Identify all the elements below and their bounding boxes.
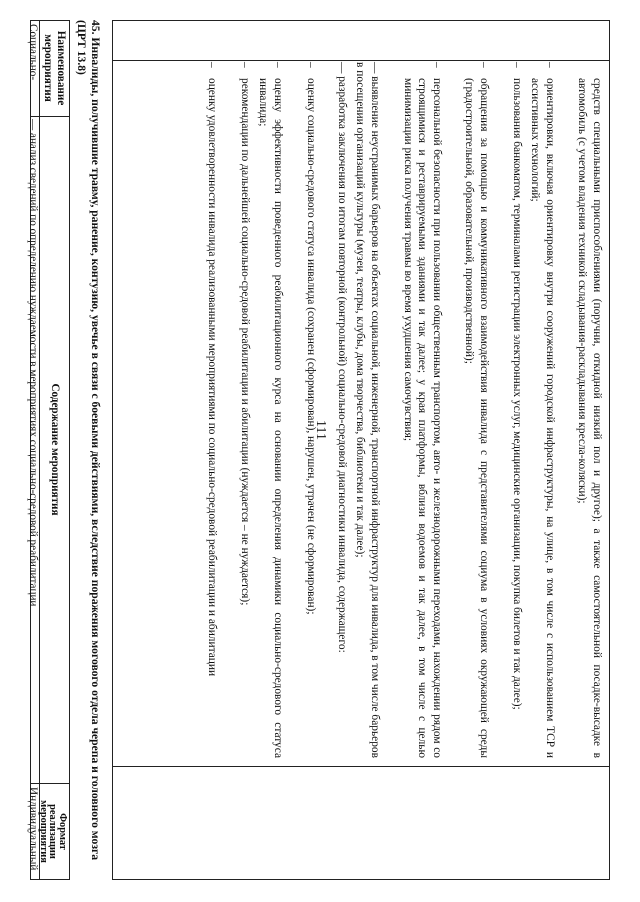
- list-dash: –: [544, 62, 556, 68]
- list-item: средств специальными приспособлениями (поручни, откидной низкий пол и другое); а также самостоятельной посадке-высадке в автомобиль (с учетом владения техникой складывания-раскладывания кресла-коляски);: [576, 78, 603, 758]
- list-item: оценку эффективности проведенного реабилитационного курса на основании определения динамики социально-средового статуса инвалида;: [257, 78, 284, 758]
- row-format: Индивидуальный: [27, 787, 39, 871]
- list-item: оценку социально-средового статуса инвалида (сохранен (сформирован), нарушен, утрачен (не сформирован);: [305, 78, 317, 615]
- list-item: оценку удовлетворенности инвалида реализованными мероприятиями по социально-средовой реабилитации и абилитации: [206, 78, 218, 677]
- list-item: рекомендации по дальнейшей социально-средовой реабилитации и абилитации (нуждается – не нуждается);: [239, 78, 251, 606]
- section-title: 45. Инвалиды, получившие травму, ранение, контузию, увечье в связи с боевыми действиями, вследствие поражения могового отдела черепа и головного мозга (ЦРТ 13.8): [75, 20, 102, 861]
- row-name: Социально-: [27, 24, 39, 81]
- list-item: — выявление неустранимых барьеров на объектах социальной, инженерной, транспортной инфраструктур для инвалида, в том числе барьеров в посещении организаций культуры (музеи, театры, клубы, дома творчества, библиотеки и так далее);: [354, 62, 381, 758]
- page-number: 111: [313, 420, 328, 440]
- list-item: персональной безопасности при пользовании общественным транспортом, авто- и железнодорожными переходами, нахождении рядом со строящимися и реставрируемыми зданиями и так далее; у края платформы, вблизи водоемов и так далее, в том числе с целью минимизации риска получения травмы во время ухудшения самочувствия;: [401, 78, 443, 758]
- header-content: Содержание мероприятия: [49, 383, 61, 516]
- list-item: — разработка заключения по итогам повторной (контрольной) социально-средовой диагностики инвалида, содержащего:: [336, 62, 348, 653]
- list-dash: –: [431, 62, 443, 68]
- row-content: — анализ сведений по определению нуждаемости в мероприятиях социально-средовой реабилитации: [27, 119, 39, 607]
- bt-divider-right: [30, 783, 70, 784]
- list-dash: –: [272, 62, 284, 68]
- list-item: пользования банкоматом, терминалами регистрации электронных услуг, медицинские организации, покупка билетов и так далее);: [511, 78, 523, 710]
- list-dash: –: [511, 62, 523, 68]
- list-item: обращения за помощью и коммуникативного взаимодействия инвалида с представителями социума в условиях окружающей среды (градостроительной, образовательной, производственной);: [463, 78, 490, 758]
- list-dash: –: [478, 62, 490, 68]
- column-divider-left: [112, 60, 610, 61]
- column-divider-right: [112, 766, 610, 767]
- list-item: ориентировки, включая ориентировку внутри сооружений городской инфраструктуры, на улице, в том числе с использованием ТСР и ассистивных технологий;: [529, 78, 556, 758]
- header-name: Наименование мероприятия: [42, 30, 67, 106]
- bt-divider-left: [30, 116, 70, 117]
- list-dash: –: [239, 62, 251, 68]
- rotated-page-content: [27, 20, 610, 880]
- header-format: Формат реализации мероприятия: [38, 800, 68, 863]
- header-divider: [39, 20, 40, 880]
- list-dash: –: [206, 62, 218, 68]
- list-dash: –: [305, 62, 317, 68]
